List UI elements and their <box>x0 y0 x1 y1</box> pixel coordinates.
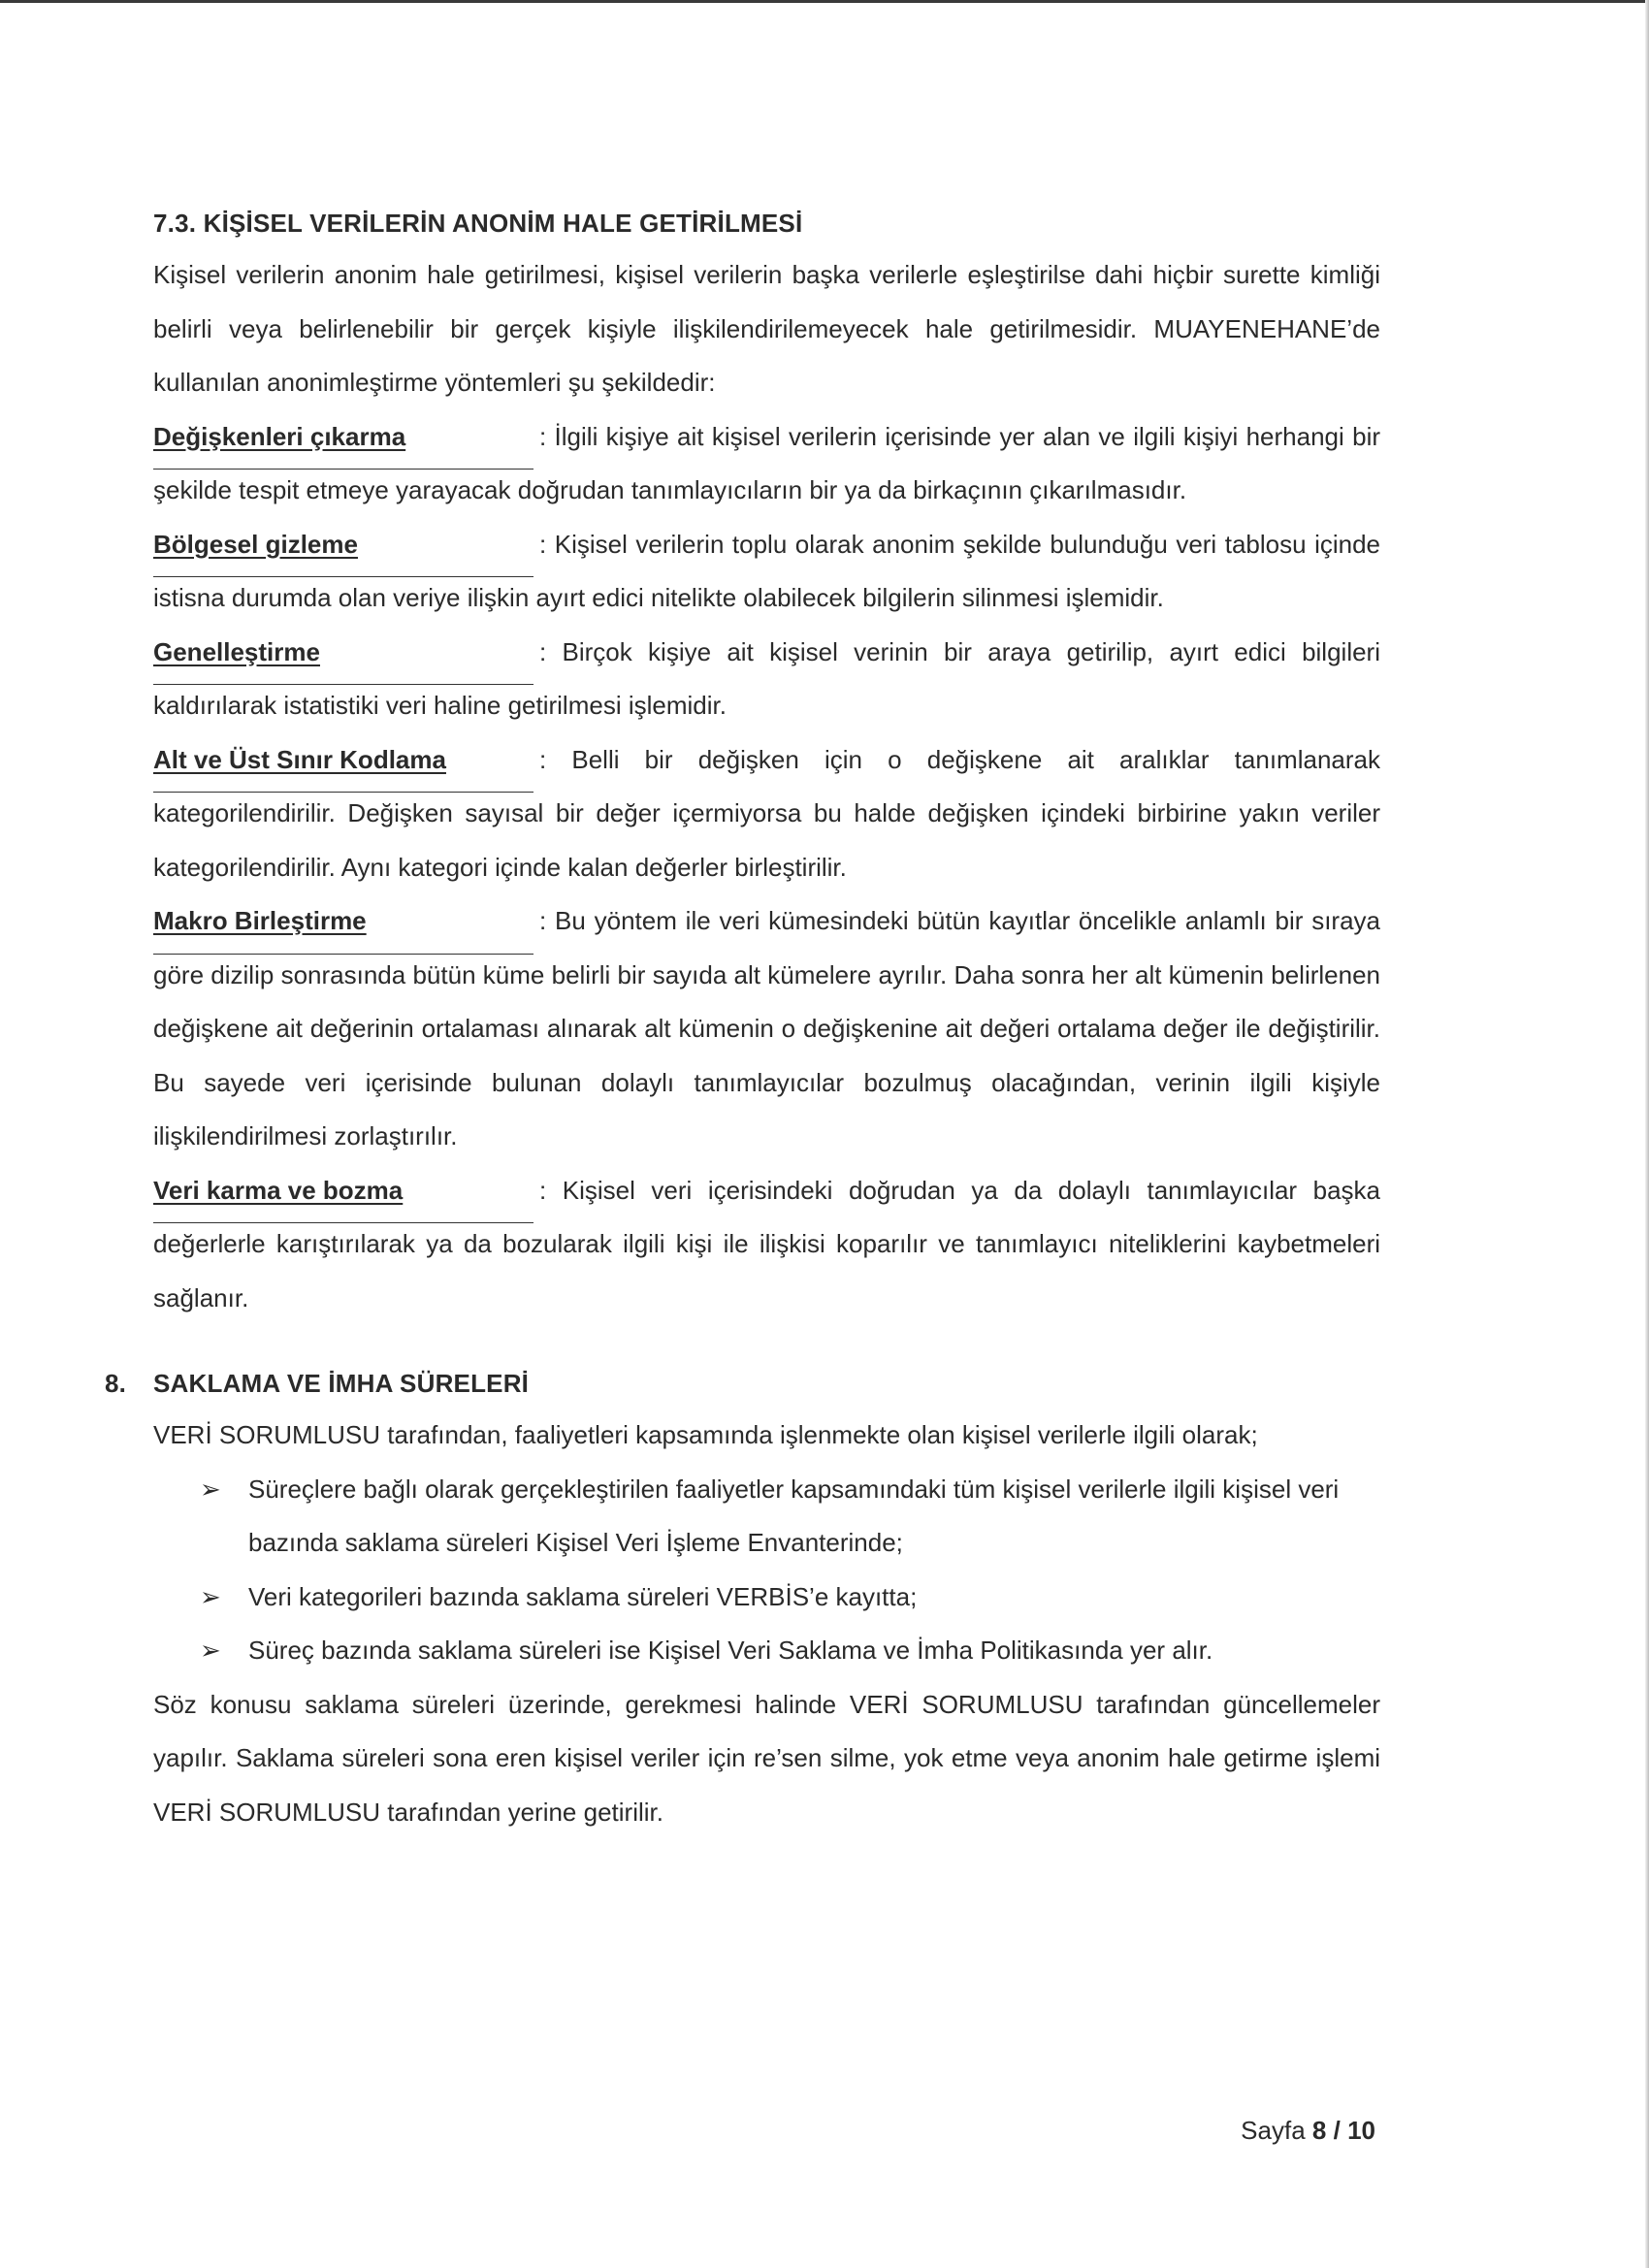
definition-text: : Birçok kişiye ait kişisel verinin bir araya getirilip, ayırt edici bilgileri kaldırılarak istatistiki veri haline getirilmesi işlemidir. <box>153 636 1380 720</box>
list-item <box>200 1463 1380 1571</box>
scan-edge-top <box>0 0 1649 3</box>
definition-term: Alt ve Üst Sınır Kodlama <box>153 744 446 774</box>
definition-item <box>153 626 1380 733</box>
section-7-3-heading: 7.3. KİŞİSEL VERİLERİN ANONİM HALE GETİRİLMESİ <box>153 209 803 238</box>
page-current: 8 <box>1311 2116 1327 2145</box>
list-item-text: Süreçlere bağlı olarak gerçekleştirilen faaliyetler kapsamındaki tüm kişisel verilerle ilgili kişisel veri bazında saklama süreleri Kişisel Veri İşleme Envanterinde; <box>248 1474 1340 1557</box>
page-separator: / <box>1333 2116 1341 2145</box>
arrow-bullet-icon: ➢ <box>200 1581 221 1611</box>
definition-text: : Kişisel veri içerisindeki doğrudan ya da dolaylı tanımlayıcılar başka değerlerle karıştırılarak ya da bozularak ilgili kişi ile ilişkisi koparılır ve tanımlayıcı niteliklerini kaybetmeleri sağlanır. <box>153 1175 1380 1312</box>
definition-text: : Bu yöntem ile veri kümesindeki bütün kayıtlar öncelikle anlamlı bir sıraya göre dizilip sonrasında bütün küme belirli bir sayıda alt kümelere ayrılır. Daha sonra her alt kümenin belirlenen değişkene ait değerinin ortalaması alınarak alt kümenin o değişkenine ait değeri ortalama değer ile değiştirilir. Bu sayede veri içerisinde bulunan dolaylı tanımlayıcılar bozulmuş olacağından, verinin ilgili kişiyle ilişkilendirilmesi zorlaştırılır. <box>153 906 1380 1150</box>
scan-edge-right <box>1645 0 1649 2268</box>
section-8-intro: VERİ SORUMLUSU tarafından, faaliyetleri kapsamında işlenmekte olan kişisel verilerle ilgili olarak; <box>153 1420 1258 1449</box>
definition-item <box>153 1164 1380 1326</box>
section-7-3 <box>153 202 1380 1325</box>
definition-text: : İlgili kişiye ait kişisel verilerin içerisinde yer alan ve ilgili kişiyi herhangi bir şekilde tespit etmeye yarayacak doğrudan tanımlayıcıların bir ya da birkaçının çıkarılmasıdır. <box>153 421 1380 504</box>
list-item <box>200 1571 1380 1625</box>
definition-item <box>153 733 1380 895</box>
section-8-closing: Söz konusu saklama süreleri üzerinde, gerekmesi halinde VERİ SORUMLUSU tarafından güncellemeler yapılır. Saklama süreleri sona eren kişisel veriler için re’sen silme, yok etme veya anonim hale getirme işlemi VERİ SORUMLUSU tarafından yerine getirilir. <box>153 1689 1380 1827</box>
definition-term: Genelleştirme <box>153 636 320 666</box>
page-label: Sayfa <box>1241 2116 1306 2145</box>
definition-term: Makro Birleştirme <box>153 906 367 935</box>
retention-bullet-list <box>153 1463 1380 1678</box>
definition-list <box>153 410 1380 1326</box>
section-8-number: 8. <box>105 1369 127 1398</box>
definition-text: : Kişisel verilerin toplu olarak anonim şekilde bulunduğu veri tablosu içinde istisna durumda olan veriye ilişkin ayırt edici nitelikte olabilecek bilgilerin silinmesi işlemidir. <box>153 529 1380 612</box>
list-item <box>200 1624 1380 1678</box>
section-7-3-intro: Kişisel verilerin anonim hale getirilmesi, kişisel verilerin başka verilerle eşleştirilse dahi hiçbir surette kimliği belirli veya belirlenebilir bir gerçek kişiyle ilişkilendirilemeyecek hale getirilmesidir. MUAYENEHANE’de kullanılan anonimleştirme yöntemleri şu şekildedir: <box>153 260 1380 397</box>
page-content <box>105 202 1380 1839</box>
definition-item <box>153 410 1380 518</box>
list-item-text: Süreç bazında saklama süreleri ise Kişisel Veri Saklama ve İmha Politikasında yer alır. <box>248 1636 1213 1665</box>
definition-item <box>153 894 1380 1164</box>
section-8 <box>105 1362 1380 1839</box>
definition-text: : Belli bir değişken için o değişkene ait aralıklar tanımlanarak kategorilendirilir. Değişken sayısal bir değer içermiyorsa bu halde değişken içindeki birbirine yakın veriler kategorilendirilir. Aynı kategori içinde kalan değerler birleştirilir. <box>153 744 1380 882</box>
section-8-heading <box>105 1362 1380 1405</box>
page-total: 10 <box>1347 2116 1375 2145</box>
arrow-bullet-icon: ➢ <box>200 1474 221 1504</box>
definition-term: Değişkenleri çıkarma <box>153 421 406 451</box>
definition-item <box>153 518 1380 626</box>
page-number <box>1241 2111 1375 2150</box>
section-8-title: SAKLAMA VE İMHA SÜRELERİ <box>153 1369 530 1398</box>
definition-term: Veri karma ve bozma <box>153 1175 404 1205</box>
definition-term: Bölgesel gizleme <box>153 529 358 559</box>
arrow-bullet-icon: ➢ <box>200 1636 221 1665</box>
list-item-text: Veri kategorileri bazında saklama süreleri VERBİS’e kayıtta; <box>248 1581 918 1611</box>
